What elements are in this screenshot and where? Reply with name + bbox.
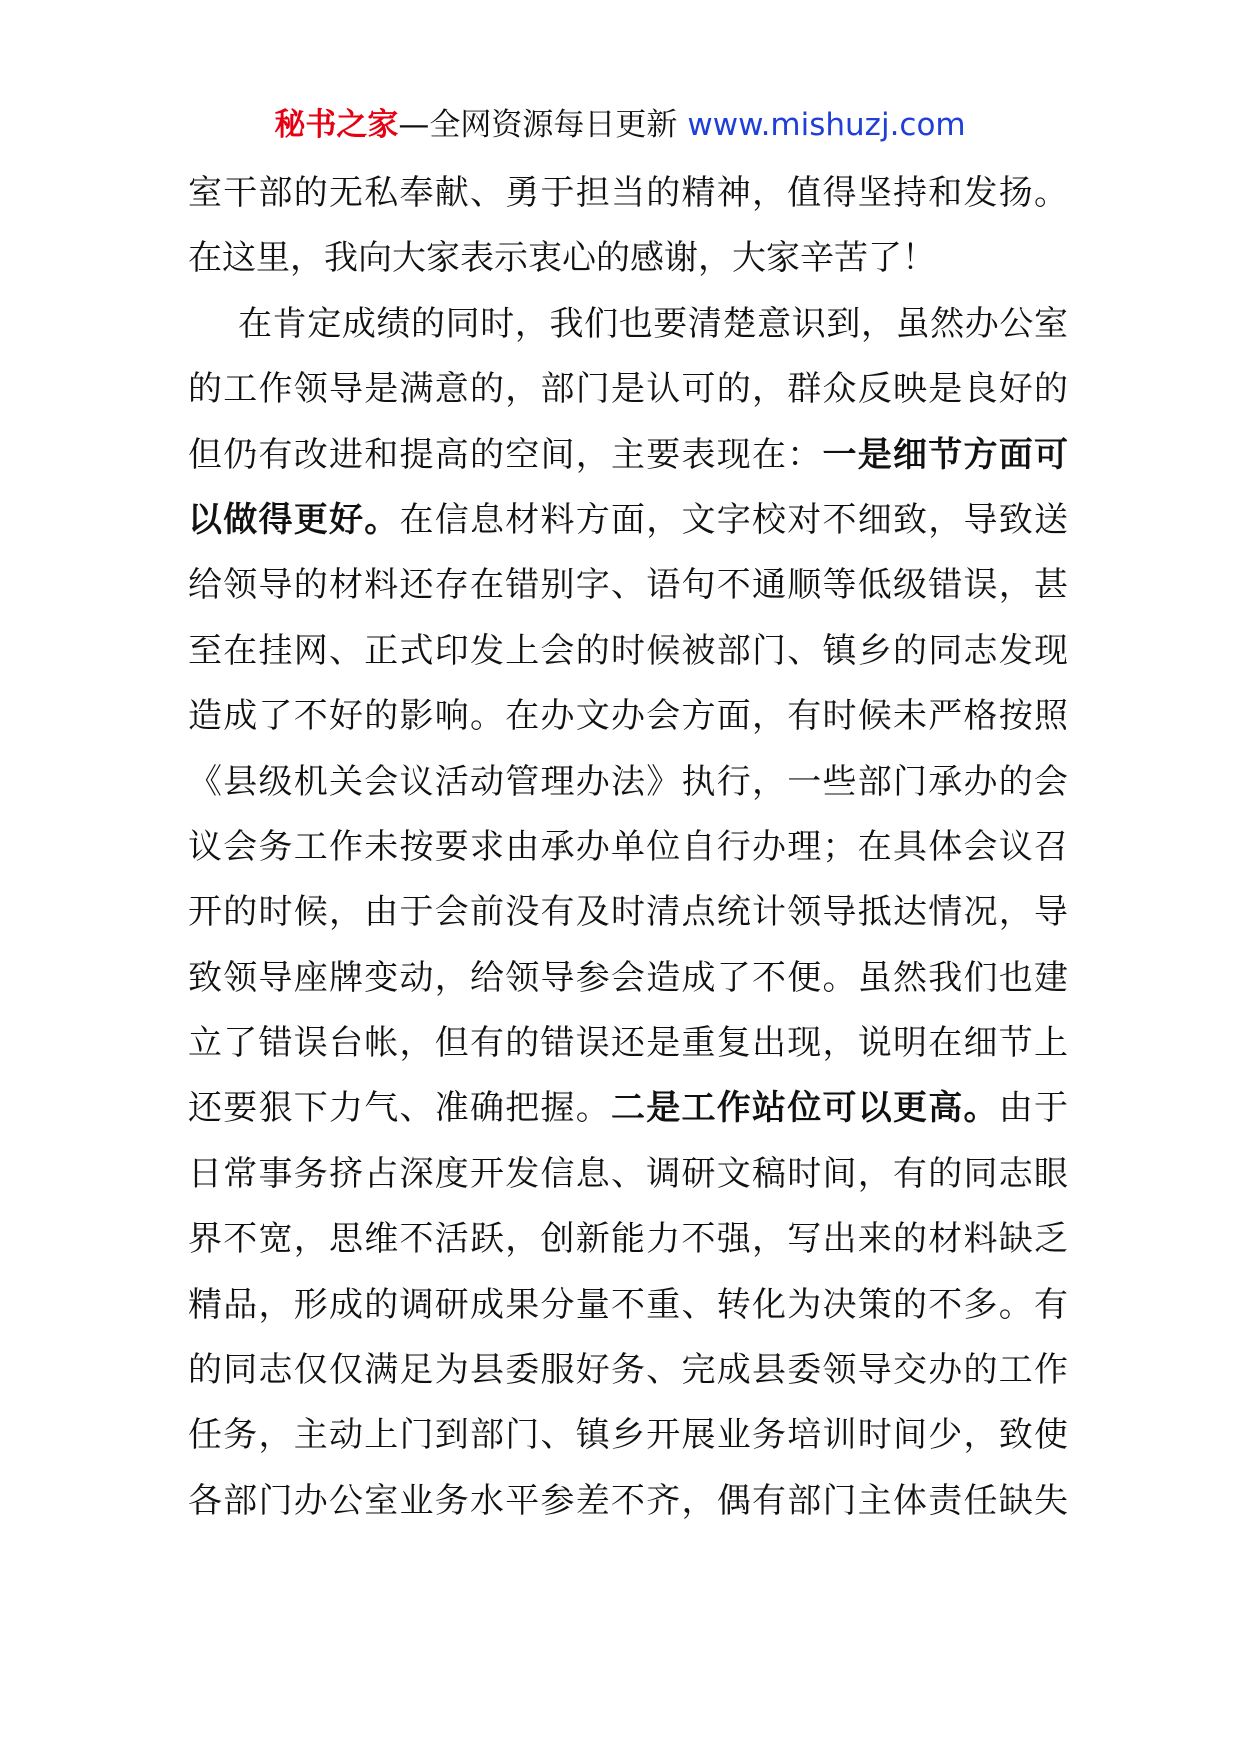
text-line [188, 1403, 1068, 1468]
body-text: 精品，形成的调研成果分量不重、转化为决策的不多。有 [188, 1284, 1068, 1325]
body-text: 开的时候，由于会前没有及时清点统计领导抵达情况，导 [188, 892, 1068, 933]
body-text: 由于 [998, 1088, 1068, 1129]
body-text: 至在挂网、正式印发上会的时候被部门、镇乡的同志发现 [188, 630, 1068, 671]
body-text: 任务，主动上门到部门、镇乡开展业务培训时间少，致使 [188, 1415, 1068, 1456]
body-text: 在肯定成绩的同时，我们也要清楚意识到，虽然办公室 [238, 303, 1068, 344]
text-line [188, 1273, 1068, 1338]
body-text: 界不宽，思维不活跃，创新能力不强，写出来的材料缺乏 [188, 1219, 1068, 1260]
text-line [188, 1076, 1068, 1141]
text-line [188, 1207, 1068, 1272]
site-url: www.mishuzj.com [687, 107, 966, 143]
text-line [188, 946, 1068, 1011]
body-text: 的工作领导是满意的，部门是认可的，群众反映是良好的 [188, 369, 1068, 410]
text-line [188, 1011, 1068, 1076]
body-text: 还要狠下力气、准确把握。 [188, 1088, 611, 1129]
bold-heading-text: 一是细节方面可 [822, 434, 1068, 475]
body-text: 各部门办公室业务水平参差不齐，偶有部门主体责任缺失 [188, 1480, 1068, 1521]
text-line [188, 684, 1068, 749]
page-header [0, 100, 1240, 150]
text-line [188, 1338, 1068, 1403]
text-line [188, 226, 1068, 291]
text-line [188, 161, 1068, 226]
body-text: 《县级机关会议活动管理办法》执行，一些部门承办的会 [188, 761, 1068, 802]
text-line [188, 619, 1068, 684]
text-line [188, 292, 1068, 357]
body-text: 立了错误台帐，但有的错误还是重复出现，说明在细节上 [188, 1023, 1068, 1064]
body-text: 室干部的无私奉献、勇于担当的精神，值得坚持和发扬。 [188, 173, 1068, 213]
text-line [188, 880, 1068, 945]
text-line [188, 488, 1068, 553]
body-text: 在这里，我向大家表示衷心的感谢，大家辛苦了！ [188, 238, 936, 279]
body-text: 日常事务挤占深度开发信息、调研文稿时间，有的同志眼 [188, 1153, 1068, 1194]
document-body [188, 161, 1068, 1534]
body-text: 在信息材料方面，文字校对不细致，导致送 [399, 499, 1068, 540]
body-text: 造成了不好的影响。在办文办会方面，有时候未严格按照 [188, 696, 1068, 737]
bold-heading-text: 二是工作站位可以更高。 [611, 1088, 999, 1129]
text-line [188, 1469, 1068, 1534]
text-line [188, 423, 1068, 488]
text-line [188, 1142, 1068, 1207]
text-line [188, 750, 1068, 815]
text-line [188, 357, 1068, 422]
body-text: 的同志仅仅满足为县委服好务、完成县委领导交办的工作 [188, 1350, 1068, 1391]
brand-name: 秘书之家 [274, 107, 399, 143]
body-text: 致领导座牌变动，给领导参会造成了不便。虽然我们也建 [188, 957, 1068, 998]
text-line [188, 815, 1068, 880]
body-text: 议会务工作未按要求由承办单位自行办理；在具体会议召 [188, 826, 1068, 867]
body-text: 给领导的材料还存在错别字、语句不通顺等低级错误，甚 [188, 565, 1068, 606]
bold-heading-text: 以做得更好。 [188, 499, 400, 540]
header-slogan: —全网资源每日更新 [398, 107, 678, 143]
body-text: 但仍有改进和提高的空间，主要表现在： [188, 434, 823, 475]
text-line [188, 553, 1068, 618]
